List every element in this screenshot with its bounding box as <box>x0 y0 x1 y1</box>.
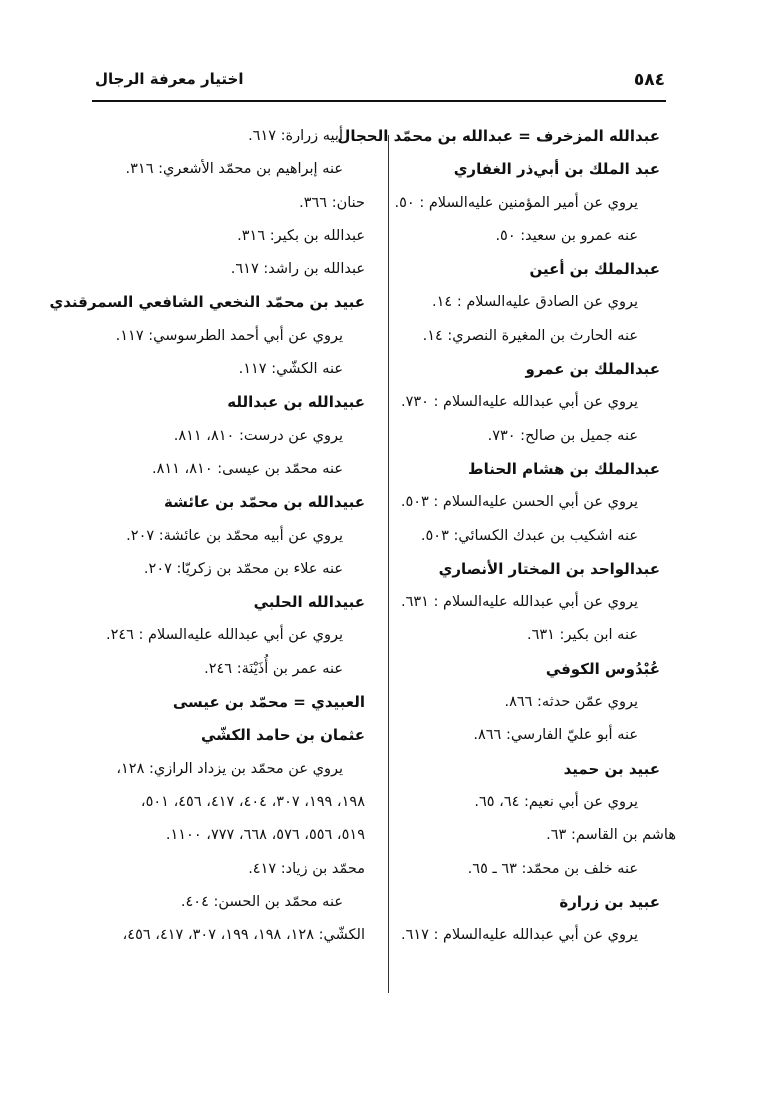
entry-line: يروي عن أبي نعيم: ٦٤، ٦٥. <box>474 793 638 810</box>
running-title: اختيار معرفة الرجال <box>95 70 244 88</box>
column-divider <box>388 135 389 993</box>
entry-line: يروي عن محمّد بن يزداد الرازي: ١٢٨، <box>116 760 343 777</box>
entry-line: يروي عن أمير المؤمنين عليه‌السلام : ٥٠. <box>394 194 638 211</box>
entry-line: عبدالله بن راشد: ٦١٧. <box>230 261 365 278</box>
entry-heading: عبدالملك بن هشام الحناط <box>468 459 660 478</box>
entry-line: عنه محمّد بن الحسن: ٤٠٤. <box>180 893 343 910</box>
page-number: ٥٨٤ <box>633 70 665 90</box>
entry-line: عنه الكشّي: ١١٧. <box>238 361 343 378</box>
entry-heading: عبيد بن زرارة <box>559 892 660 911</box>
header-rule <box>92 100 666 102</box>
page-header <box>95 70 665 100</box>
right-column <box>337 120 676 952</box>
entry-line: هاشم بن القاسم: ٦٣. <box>546 827 676 844</box>
entry-line: عنه جميل بن صالح: ٧٣٠. <box>487 427 638 444</box>
entry-heading: عبيدالله بن محمّد بن عائشة <box>164 493 365 512</box>
entry-line: عنه علاء بن محمّد بن زكريّا: ٢٠٧. <box>143 560 343 577</box>
entry-heading: عبد الملك بن أبي‌ذر الغفاري <box>453 160 660 179</box>
entry-line: يروي عن أبي عبدالله عليه‌السلام : ٧٣٠. <box>400 394 638 411</box>
entry-line: عنه أبو عليّ الفارسي: ٨٦٦. <box>473 727 638 744</box>
entry-heading: العبيدي = محمّد بن عيسى <box>172 693 365 712</box>
entry-line: يروي عن أبي عبدالله عليه‌السلام : ٦١٧. <box>400 927 638 944</box>
entry-heading: عبيد بن محمّد النخعي الشافعي السمرقندي <box>49 293 365 312</box>
entry-line: ١٩٨، ١٩٩، ٣٠٧، ٤٠٤، ٤١٧، ٤٥٦، ٥٠١، <box>140 793 365 810</box>
entry-line: يروي عن أبي عبدالله عليه‌السلام : ٦٣١. <box>400 594 638 611</box>
entry-line: حنان: ٣٦٦. <box>299 194 365 211</box>
entry-line: عنه اشكيب بن عبدك الكسائي: ٥٠٣. <box>420 527 638 544</box>
entry-line: عنه عمرو بن سعيد: ٥٠. <box>495 227 638 244</box>
entry-line: عبدالله بن بكير: ٣١٦. <box>237 227 365 244</box>
entry-heading: عبدالواحد بن المختار الأنصاري <box>438 559 660 578</box>
entry-line: ٥١٩، ٥٥٦، ٥٧٦، ٦٦٨، ٧٧٧، ١١٠٠. <box>165 827 365 844</box>
entry-line: يروي عن درست: ٨١٠، ٨١١. <box>173 427 343 444</box>
entry-heading: عبدالملك بن أعين <box>529 260 660 279</box>
entry-line: يروي عن أبي عبدالله عليه‌السلام : ٢٤٦. <box>105 627 343 644</box>
entry-line: محمّد بن زياد: ٤١٧. <box>248 860 365 877</box>
entry-line: عنه الحارث بن المغيرة النصري: ١٤. <box>422 327 638 344</box>
entry-line: يروي عن أبي أحمد الطرسوسي: ١١٧. <box>115 327 343 344</box>
entry-heading: عبدالله المزخرف = عبدالله بن محمّد الحجال <box>337 127 660 145</box>
entry-line: أبيه زرارة: ٦١٧. <box>248 128 343 144</box>
entry-line: عنه إبراهيم بن محمّد الأشعري: ٣١٦. <box>125 161 343 178</box>
entry-heading: عثمان بن حامد الكشّي <box>201 726 365 745</box>
entry-heading: عبدالملك بن عمرو <box>525 360 660 379</box>
entry-line: عنه خلف بن محمّد: ٦٣ ـ ٦٥. <box>467 860 638 877</box>
entry-line: يروي عن الصادق عليه‌السلام : ١٤. <box>432 294 638 311</box>
entry-heading: عُبْدُوس الكوفي <box>545 659 660 678</box>
entry-line: يروي عمّن حدثه: ٨٦٦. <box>504 694 638 711</box>
entry-line: الكشّي: ١٢٨، ١٩٨، ١٩٩، ٣٠٧، ٤١٧، ٤٥٦، <box>122 927 365 944</box>
entry-line: عنه ابن بكير: ٦٣١. <box>526 627 638 644</box>
entry-heading: عبيدالله الحلبي <box>253 593 365 612</box>
left-column <box>49 120 365 952</box>
entry-heading: عبيدالله بن عبدالله <box>227 393 365 412</box>
entry-line: يروي عن أبي الحسن عليه‌السلام : ٥٠٣. <box>400 494 638 511</box>
entry-line: عنه عمر بن أُذَيْنَة: ٢٤٦. <box>204 660 343 677</box>
entry-line: عنه محمّد بن عيسى: ٨١٠، ٨١١. <box>151 460 343 477</box>
entry-line: يروي عن أبيه محمّد بن عائشة: ٢٠٧. <box>126 527 343 544</box>
entry-heading: عبيد بن حميد <box>563 759 660 778</box>
